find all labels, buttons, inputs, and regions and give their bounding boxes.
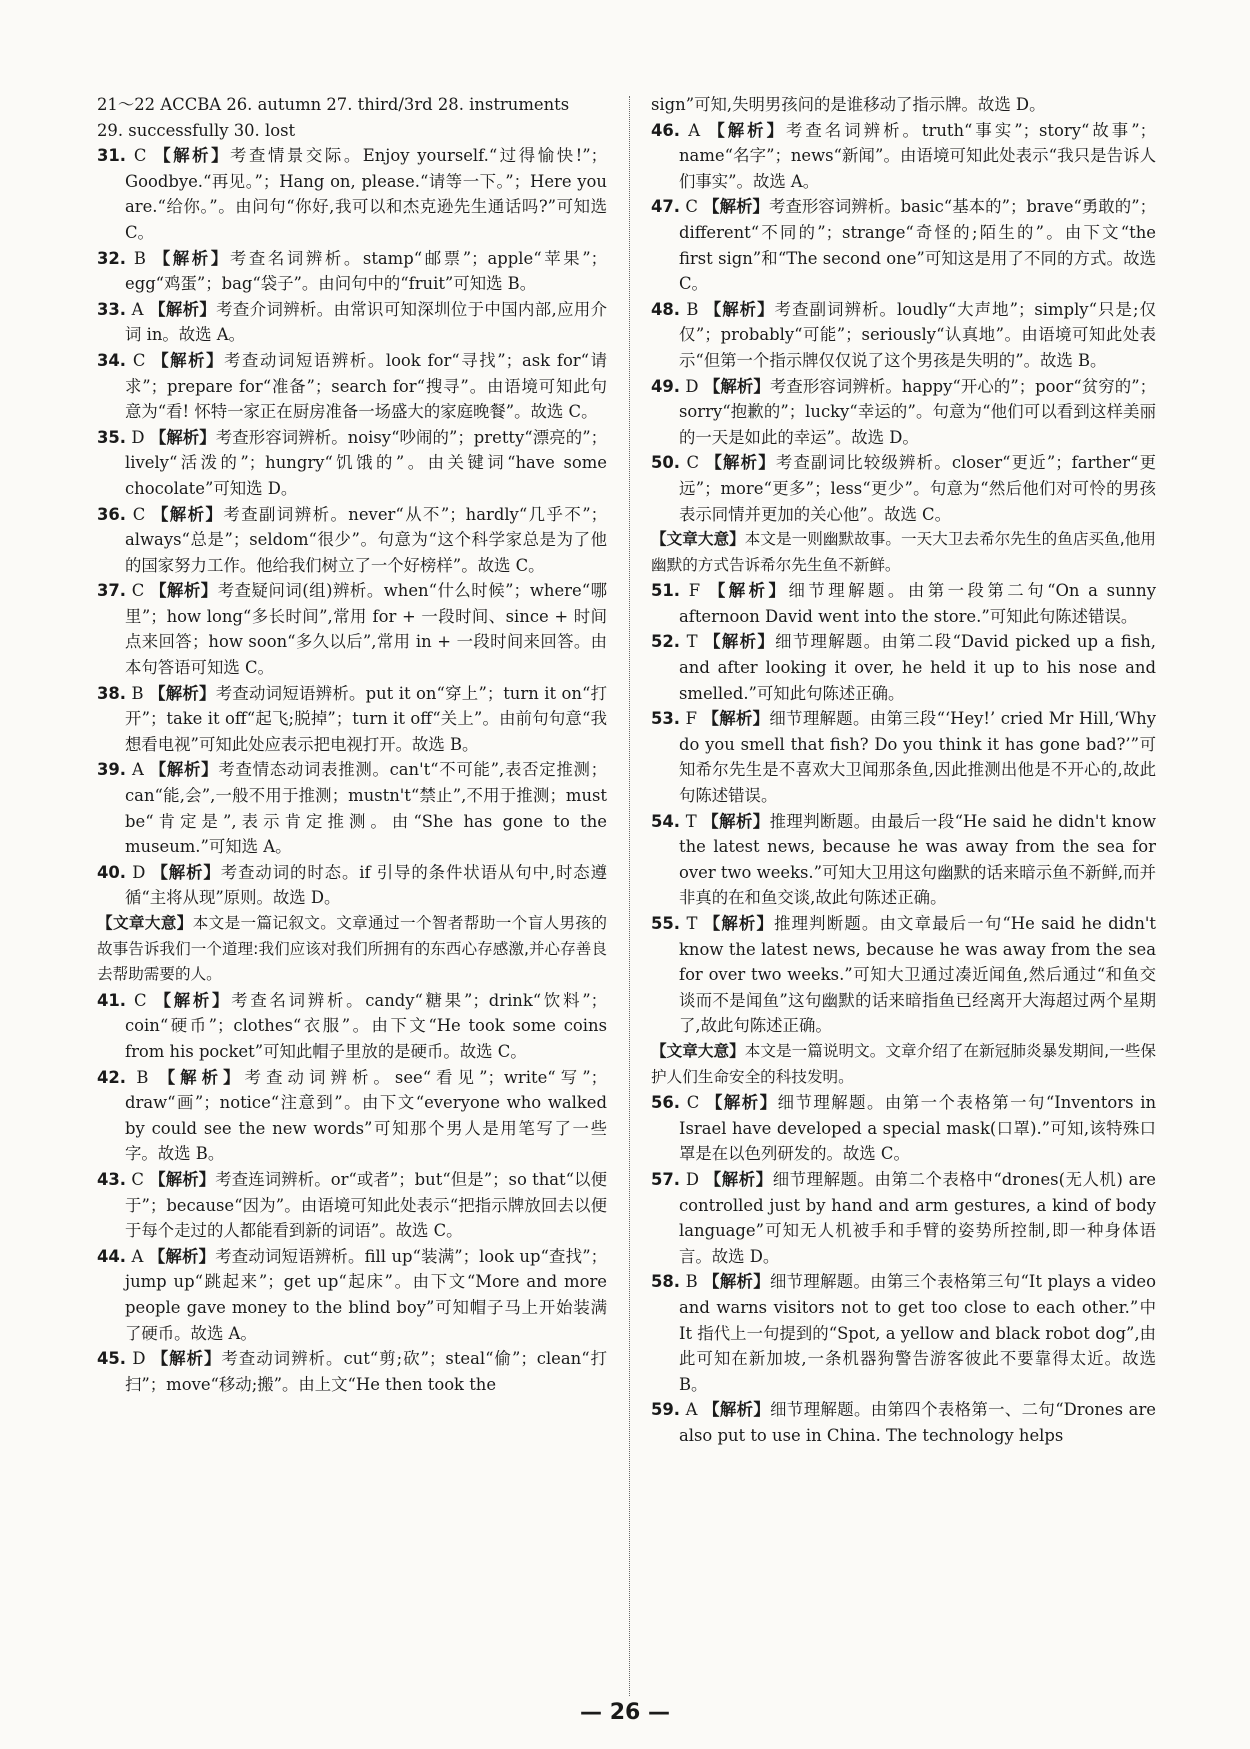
item-explanation: 细节理解题。由第二段“David picked up a fish, and after looking it over, he held it up to his nose and smelled.”可知此句陈述正确。 — [679, 632, 1156, 703]
jiexi-label: 【解析】 — [149, 683, 216, 703]
jiexi-label: 【解析】 — [708, 581, 789, 601]
answer-item — [97, 425, 607, 502]
item-answer: D — [685, 1169, 699, 1189]
answer-line-1: 21～22 ACCBA 26. autumn 27. third/3rd 28. instruments — [97, 95, 570, 114]
jiexi-label: 【解析】 — [704, 1169, 773, 1189]
item-explanation: 考查疑问词(组)辨析。when“什么时候”；where“哪里”；how long“多长时间”,常用 for + 一段时间、since + 时间点来回答；how soon“多久以后”,常用 in + 一段时间来回答。由本句答语可知选 C。 — [125, 581, 608, 678]
item-explanation: 考查动词短语辨析。put it on“穿上”；turn it on“打开”；take it off“起飞;脱掉”；turn it off“关上”。由前句句意“我想看电视”可知此处应表示把电视打开。故选 B。 — [125, 683, 607, 754]
item-explanation: 考查副词比较级辨析。closer“更近”；farther“更远”；more“更多”；less“更少”。句意为“然后他们对可怜的男孩表示同情并更加的关心他”。故选 C。 — [679, 453, 1156, 524]
answer-item — [651, 911, 1156, 1039]
answer-item — [97, 757, 607, 859]
item-explanation: 考查副词辨析。loudly“大声地”；simply“只是;仅仅”；probably“可能”；seriously“认真地”。由语境可知此处表示“但第一个指示牌仅仅说了这个男孩是失明的”。故选 B。 — [679, 299, 1157, 370]
jiexi-label: 【解析】 — [706, 1093, 778, 1113]
item-number: 52. — [651, 632, 681, 652]
item-number: 35. — [97, 427, 127, 447]
jiexi-label: 【解析】 — [149, 299, 217, 319]
jiexi-label: 【解析】 — [148, 1246, 216, 1266]
item-answer: C — [131, 1169, 144, 1189]
answer-item — [651, 809, 1156, 911]
jiexi-label: 【解析】 — [703, 1400, 771, 1420]
item-explanation: 考查连词辨析。or“或者”；but“但是”；so that“以便于”；because“因为”。由语境可知此处表示“把指示牌放回去以便于每个走过的人都能看到新的词语”。故选 C。 — [125, 1169, 608, 1241]
item-number: 58. — [651, 1272, 681, 1292]
item-explanation: 考查名词辨析。truth“事实”；story“故事”；name“名字”；news“新闻”。由语境可知此处表示“我只是告诉人们事实”。故选 A。 — [679, 120, 1156, 191]
item-number: 34. — [97, 350, 127, 370]
jiexi-label: 【解析】 — [704, 299, 775, 319]
item-number: 55. — [651, 914, 681, 933]
item-number: 59. — [651, 1400, 681, 1420]
item-number: 42. — [97, 1067, 127, 1087]
jiexi-label: 【解析】 — [703, 1272, 770, 1292]
item-number: 49. — [651, 376, 681, 396]
answer-item — [97, 578, 607, 680]
item-explanation: 细节理解题。由第三个表格第三句“It plays a video and warns visitors not to get too close to each other.”中 It 指代上一句提到的“Spot, a yellow and black robot dog”,由此可知在新加坡,一条机器狗警告游客彼此不要靠得太近。故选 B。 — [679, 1272, 1156, 1394]
answer-item — [651, 194, 1156, 296]
answer-item — [651, 578, 1156, 629]
item-answer: T — [685, 811, 697, 831]
item-number: 50. — [651, 453, 681, 473]
right-items-3 — [651, 1090, 1156, 1448]
jiexi-label: 【解析】 — [703, 376, 770, 396]
answer-item — [651, 374, 1156, 451]
item-explanation: 考查形容词辨析。happy“开心的”；poor“贫穷的”；sorry“抱歉的”；lucky“幸运的”。句意为“他们可以看到这样美丽的一天是如此的幸运”。故选 D。 — [679, 376, 1157, 447]
item-answer: C — [686, 453, 700, 473]
item-number: 56. — [651, 1093, 681, 1113]
answer-item — [97, 1167, 607, 1244]
item-answer: C — [133, 146, 147, 166]
jiexi-label: 【解析】 — [704, 632, 776, 652]
jiexi-label: 【解析】 — [702, 811, 770, 831]
jiexi-label: 【解析】 — [702, 709, 770, 729]
answer-item — [97, 502, 607, 579]
answer-item — [651, 297, 1156, 374]
right-items-1 — [651, 118, 1156, 528]
jiexi-label: 【解析】 — [151, 862, 221, 882]
summary-2: 【文章大意】本文是一则幽默故事。一天大卫去希尔先生的鱼店买鱼,他用幽默的方式告诉希尔先生鱼不新鲜。 — [651, 530, 1156, 574]
item-number: 51. — [651, 581, 681, 601]
item-explanation: 细节理解题。由第一个表格第一句“Inventors in Israel have developed a special mask(口罩).”可知,该特殊口罩是在以色列研发的。故选 C。 — [679, 1093, 1157, 1164]
item-number: 41. — [97, 990, 127, 1010]
item-answer: C — [132, 504, 146, 524]
item-answer: D — [132, 1349, 146, 1369]
answer-item — [651, 1090, 1156, 1167]
item-number: 53. — [651, 709, 681, 729]
item-answer: A — [131, 1246, 144, 1266]
item-answer: C — [134, 990, 147, 1010]
answer-item — [97, 143, 607, 245]
item-answer: B — [131, 683, 144, 703]
continued-text: sign”可知,失明男孩问的是谁移动了指示牌。故选 D。 — [651, 95, 1046, 114]
item-explanation: 考查动词辨析。see“看见”；write“写”；draw“画”；notice“注意到”。由下文“everyone who walked by could see the new words”可知那个男人是用笔写了一些字。故选 B。 — [125, 1067, 607, 1164]
item-number: 44. — [97, 1246, 127, 1266]
item-answer: C — [686, 1093, 700, 1113]
item-number: 46. — [651, 120, 681, 140]
item-number: 57. — [651, 1169, 681, 1189]
item-answer: A — [131, 299, 144, 319]
answer-item — [97, 1346, 607, 1397]
item-number: 48. — [651, 299, 681, 319]
answer-item — [97, 297, 607, 348]
jiexi-label: 【解析】 — [154, 990, 232, 1010]
item-explanation: 考查情景交际。Enjoy yourself.“过得愉快!”；Goodbye.“再见。”；Hang on, please.“请等一下。”；Here you are.“给你。”。由问句“你好,我可以和杰克逊先生通话吗?”可知选 C。 — [125, 146, 608, 242]
item-explanation: 考查情态动词表推测。can't“不可能”,表否定推测；can“能,会”,一般不用于推测；mustn't“禁止”,不用于推测；must be“肯定是”,表示肯定推测。由“She has gone to the museum.”可知选 A。 — [125, 760, 608, 857]
item-explanation: 考查动词的时态。if 引导的条件状语从句中,时态遵循“主将从现”原则。故选 D。 — [125, 862, 607, 908]
item-answer: A — [132, 760, 144, 780]
answer-item — [97, 1244, 607, 1346]
answer-item — [97, 681, 607, 758]
item-answer: D — [685, 376, 699, 396]
jiexi-label: 【解析】 — [703, 197, 769, 217]
item-explanation: 考查形容词辨析。basic“基本的”；brave“勇敢的”；different“不同的”；strange“奇怪的;陌生的”。由下文“the first sign”和“The second one”可知这是用了不同的方式。故选 C。 — [679, 197, 1156, 294]
item-explanation: 考查介词辨析。由常识可知深圳位于中国内部,应用介词 in。故选 A。 — [125, 299, 607, 345]
item-answer: B — [685, 1272, 698, 1292]
jiexi-label: 【解析】 — [151, 504, 224, 524]
jiexi-label: 【解析】 — [150, 581, 218, 601]
item-number: 32. — [97, 248, 127, 268]
answer-item — [651, 629, 1156, 706]
item-explanation: 考查名词辨析。stamp“邮票”；apple“苹果”；egg“鸡蛋”；bag“袋子”。由问句中的“fruit”可知选 B。 — [125, 248, 607, 294]
item-answer: T — [686, 914, 698, 933]
summary-1: 【文章大意】本文是一篇记叙文。文章通过一个智者帮助一个盲人男孩的故事告诉我们一个道理:我们应该对我们所拥有的东西心存感激,并心存善良去帮助需要的人。 — [97, 914, 607, 984]
jiexi-label: 【解析】 — [708, 120, 787, 140]
item-answer: D — [131, 427, 145, 447]
item-explanation: 考查形容词辨析。noisy“吵闹的”；pretty“漂亮的”；lively“活泼的”；hungry“饥饿的”。由关键词“have some chocolate”可知选 D。 — [125, 427, 607, 498]
answer-item — [651, 1167, 1156, 1269]
item-explanation: 细节理解题。由第三段“‘Hey!’ cried Mr Hill,‘Why do you smell that fish? Do you think it has gone bad?’”可知希尔先生是不喜欢大卫闻那条鱼,因此推测出他是不开心的,故此句陈述错误。 — [679, 709, 1156, 806]
item-explanation: 推理判断题。由文章最后一句“He said he didn't know the latest news, because he was away from the sea for over two weeks.”可知大卫通过凑近闻鱼,然后通过“和鱼交谈而不是闻鱼”这句幽默的话来暗指鱼已经离开大海超过两个星期了,故此句陈述正确。 — [679, 914, 1156, 1036]
jiexi-label: 【解析】 — [149, 760, 219, 780]
item-number: 45. — [97, 1349, 127, 1369]
left-items-2 — [97, 988, 607, 1398]
item-explanation: 考查动词短语辨析。look for“寻找”；ask for“请求”；prepare for“准备”；search for“搜寻”。由语境可知此句意为“看! 怀特一家正在厨房准备一场盛大的家庭晚餐”。故选 C。 — [125, 350, 607, 422]
answer-item — [651, 118, 1156, 195]
page-number: — 26 — — [580, 1700, 670, 1725]
answer-line-2: 29. successfully 30. lost — [97, 120, 296, 140]
answer-item — [97, 988, 607, 1065]
item-answer: F — [685, 709, 697, 729]
answer-item — [651, 1269, 1156, 1397]
answer-item — [651, 706, 1156, 808]
item-answer: D — [132, 862, 146, 882]
item-explanation: 细节理解题。由第四个表格第一、二句“Drones are also put to use in China. The technology helps — [679, 1400, 1156, 1445]
left-items-1 — [97, 143, 607, 911]
item-number: 31. — [97, 146, 127, 166]
item-answer: C — [132, 350, 146, 370]
item-explanation: 细节理解题。由第二个表格中“drones(无人机) are controlled just by hand and arm gestures, a kind of body language”可知无人机被手和手臂的姿势所控制,即一种身体语言。故选 D。 — [679, 1169, 1156, 1266]
answer-item — [651, 450, 1156, 527]
jiexi-label: 【解析】 — [705, 453, 776, 473]
jiexi-label: 【解析】 — [149, 427, 216, 447]
answer-item — [97, 348, 607, 425]
item-answer: C — [685, 197, 698, 217]
item-explanation: 推理判断题。由最后一段“He said he didn't know the latest news, because he was away from the sea for over two weeks.”可知大卫用这句幽默的话来暗示鱼不新鲜,而并非真的在和鱼交谈,故此句陈述正确。 — [679, 811, 1157, 908]
answer-item — [97, 246, 607, 297]
item-answer: A — [685, 1400, 698, 1420]
jiexi-label: 【解析】 — [151, 1349, 222, 1369]
jiexi-label: 【解析】 — [158, 1067, 245, 1087]
item-answer: C — [131, 581, 145, 601]
summary-3: 【文章大意】本文是一篇说明文。文章介绍了在新冠肺炎暴发期间,一些保护人们生命安全的科技发明。 — [651, 1041, 1156, 1086]
jiexi-label: 【解析】 — [153, 248, 230, 268]
item-explanation: 考查副词辨析。never“从不”；hardly“几乎不”；always“总是”；seldom“很少”。句意为“这个科学家总是为了他的国家努力工作。他给我们树立了一个好榜样”。故选 C。 — [125, 504, 607, 575]
answer-item — [97, 1065, 607, 1167]
item-explanation: 考查名词辨析。candy“糖果”；drink“饮料”；coin“硬币”；clothes“衣服”。由下文“He took some coins from his pocket”可知此帽子里放的是硬币。故选 C。 — [125, 990, 608, 1061]
item-answer: B — [133, 248, 146, 268]
jiexi-label: 【解析】 — [152, 350, 225, 370]
item-number: 36. — [97, 504, 127, 524]
left-column — [97, 92, 607, 1397]
item-answer: B — [686, 299, 699, 319]
jiexi-label: 【解析】 — [703, 914, 775, 933]
item-number: 40. — [97, 862, 127, 882]
item-explanation: 考查动词短语辨析。fill up“装满”；look up“查找”；jump up“跳起来”；get up“起床”。由下文“More and more people gave money to the blind boy”可知帽子马上开始装满了硬币。故选 A。 — [125, 1246, 608, 1343]
jiexi-label: 【解析】 — [154, 146, 231, 166]
item-number: 37. — [97, 581, 127, 601]
item-number: 54. — [651, 811, 681, 831]
item-answer: T — [686, 632, 698, 652]
right-items-2 — [651, 578, 1156, 1039]
item-explanation: 细节理解题。由第一段第二句“On a sunny afternoon David went into the store.”可知此句陈述错误。 — [679, 581, 1157, 626]
item-number: 33. — [97, 299, 127, 319]
item-number: 43. — [97, 1169, 127, 1189]
answer-item — [651, 1397, 1156, 1448]
column-divider — [629, 96, 630, 1696]
item-explanation: 考查动词辨析。cut“剪;砍”；steal“偷”；clean“打扫”；move“移动;搬”。由上文“He then took the — [125, 1349, 608, 1394]
right-column — [651, 92, 1156, 1448]
item-answer: F — [688, 581, 701, 601]
item-number: 47. — [651, 197, 681, 217]
answer-item — [97, 860, 607, 911]
item-number: 38. — [97, 683, 127, 703]
jiexi-label: 【解析】 — [149, 1169, 216, 1189]
item-answer: A — [688, 120, 701, 140]
item-number: 39. — [97, 760, 127, 780]
item-answer: B — [136, 1067, 149, 1087]
